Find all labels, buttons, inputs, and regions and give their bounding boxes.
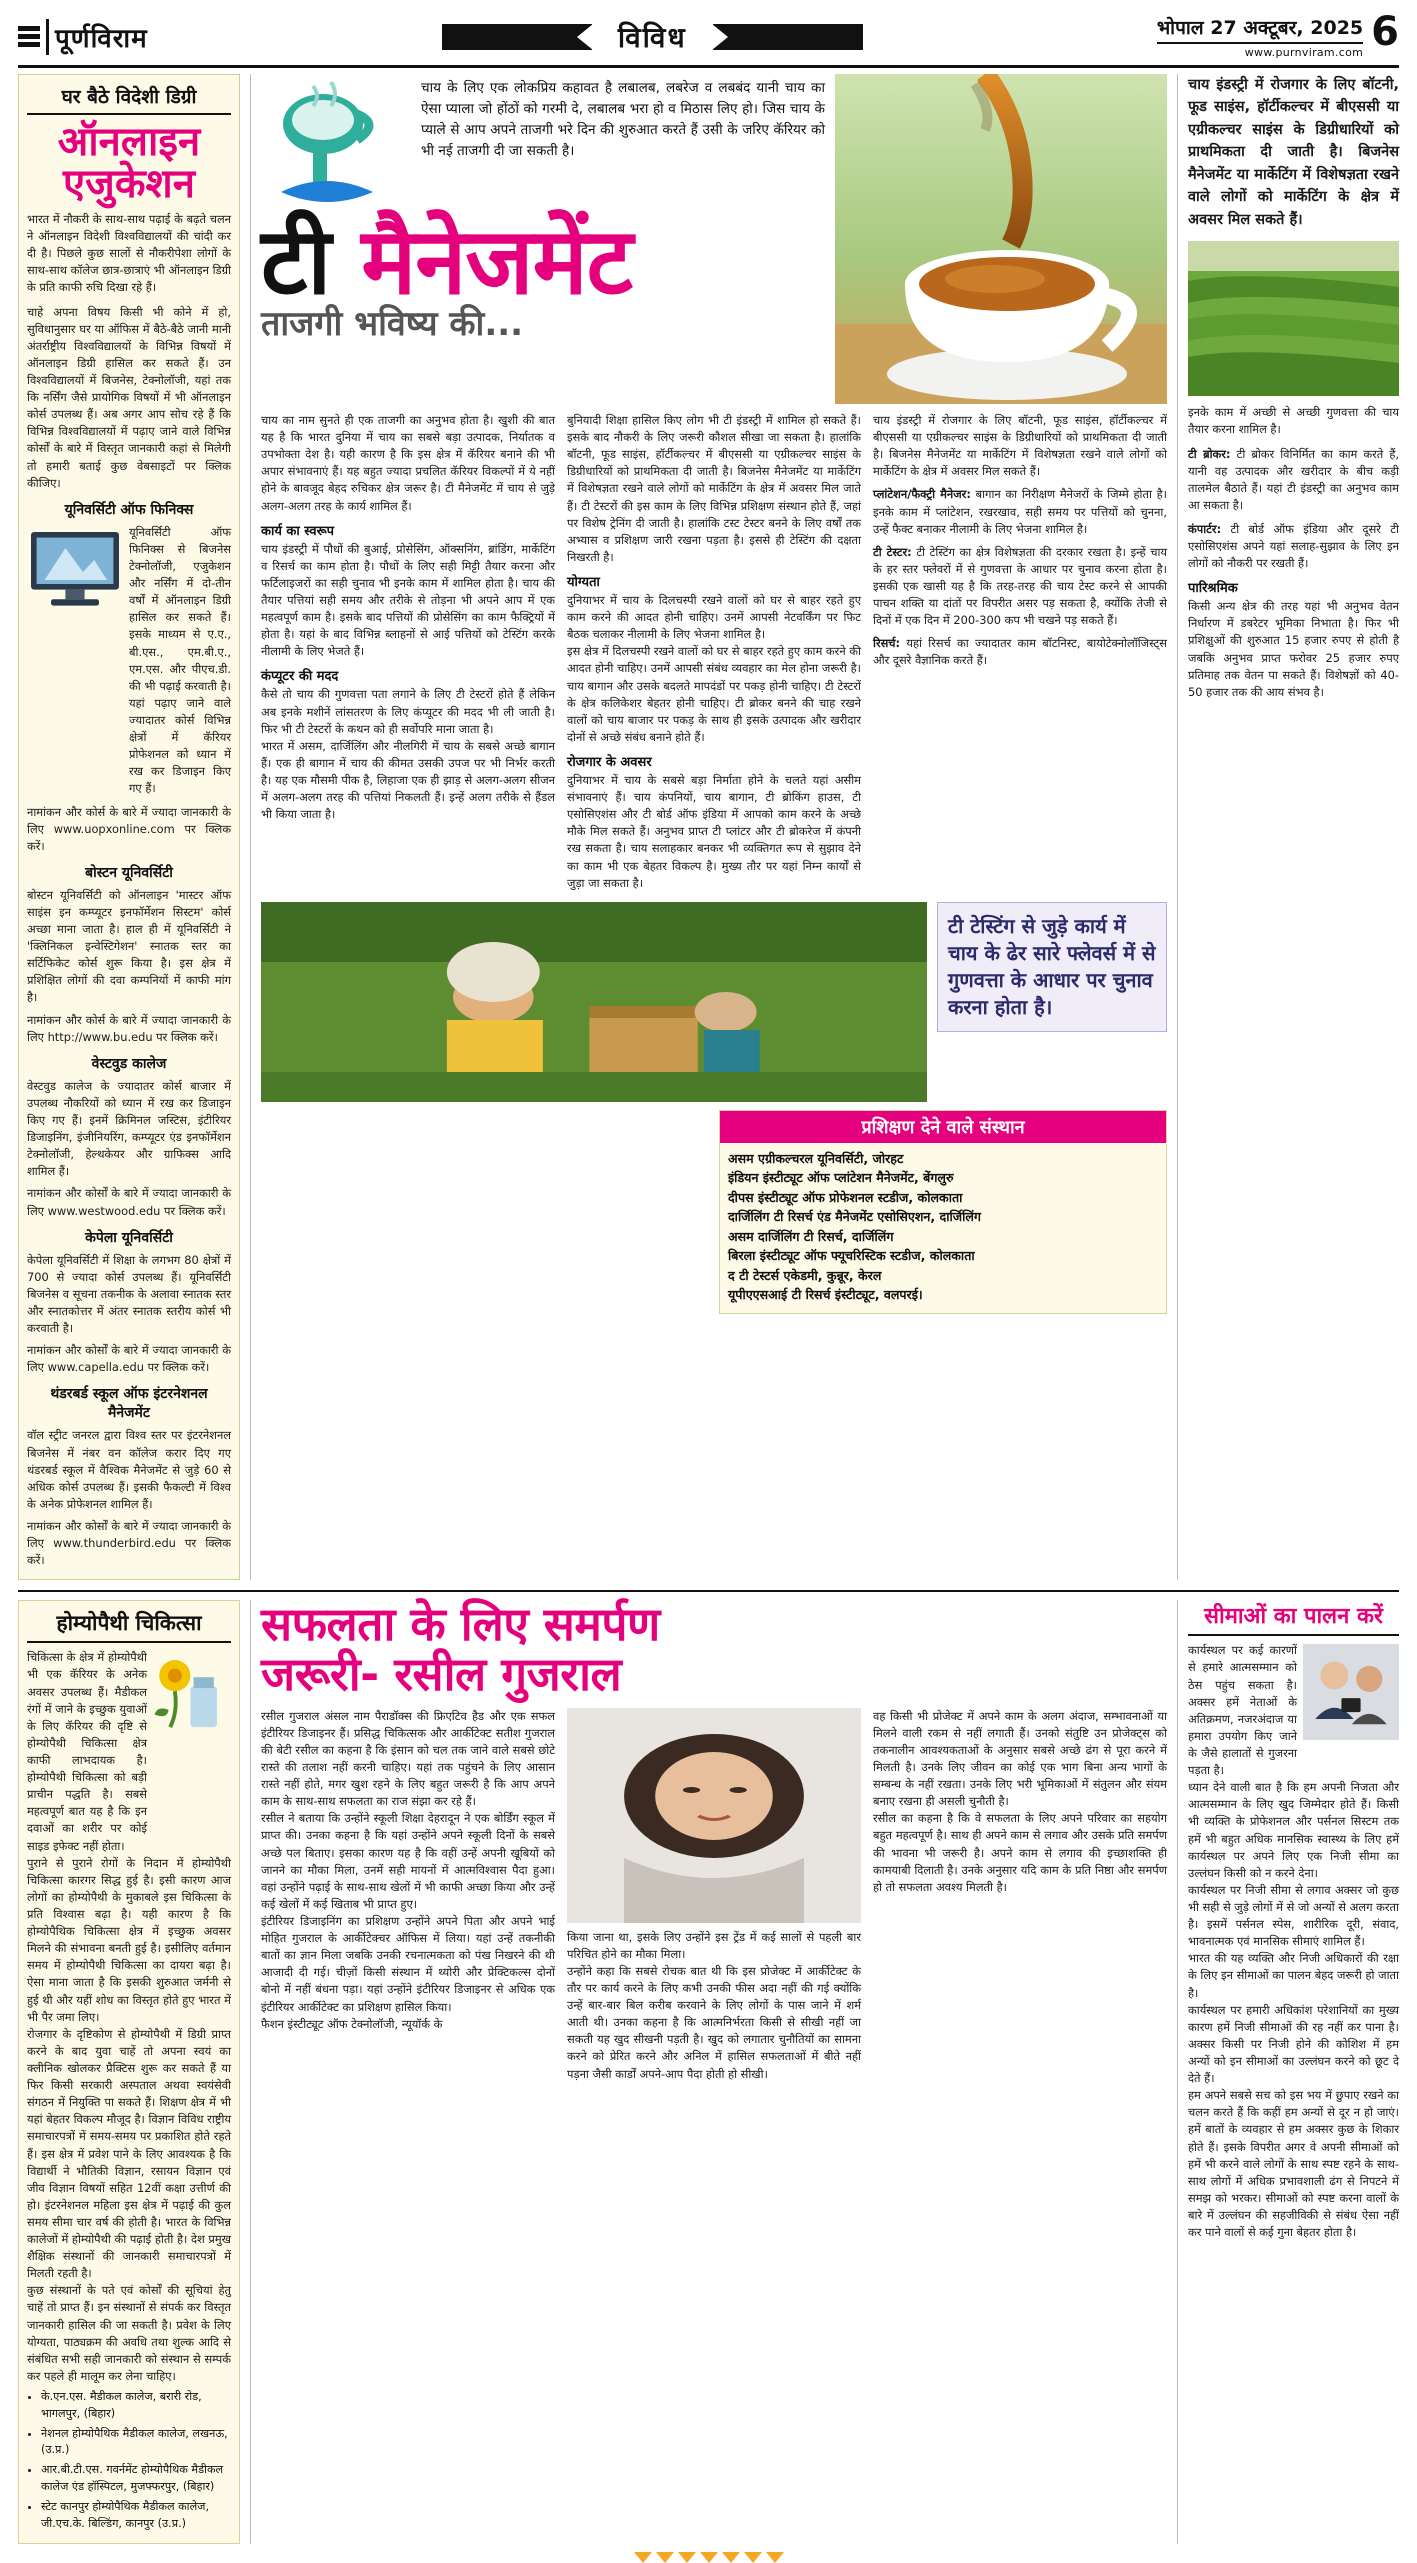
feature-col-1	[261, 1708, 555, 2083]
edition-date: भोपाल 27 अक्टूबर, 2025	[1156, 17, 1364, 39]
feature-headline-line1: सफलता के लिए समर्पण	[261, 1597, 660, 1652]
section-head-thunderbird: थंडरबर्ड स्कूल ऑफ इंटरनेशनल मैनेजमेंट	[50, 1386, 208, 1422]
list-item: • स्टेट कानपुर होम्योपैथिक मैडीकल कालेज, जी.एच.के. बिल्डिंग, कानपुर (उ.प्र.)	[41, 2499, 231, 2533]
computer-monitor-icon	[27, 524, 123, 620]
role-3-text: यहां रिसर्च का ज्यादातर काम बॉटनिस्ट, बायोटेक्नोलॉजिस्ट्स और दूसरे वैज्ञानिक करते हैं।	[873, 636, 1167, 668]
right-mid-note: इनके काम में अच्छी से अच्छी गुणवत्ता की चाय तैयार करना शामिल है।	[1188, 405, 1399, 437]
training-institutes-box	[719, 1110, 1167, 1314]
section-head-uopx: यूनिवर्सिटी ऑफ फिनिक्स	[64, 501, 194, 518]
role-2-head: टी टेस्टर:	[873, 544, 912, 559]
tea-bottom-row	[261, 1110, 1167, 1314]
ad-title-line1: ऑनलाइन	[57, 119, 201, 165]
brand-name: पूर्णविराम	[46, 19, 148, 55]
role-1-text: बागान का निरीक्षण मैनेजरों के जिम्मे होता है। इनके काम में प्लांटेशन, रखरखाव, सही समय पर पत्तियों को चुनना, उन्हें फैक्ट बनाकर नीलामी के लिए भेजना शामिल है।	[873, 487, 1167, 536]
parishramik-text: किसी अन्य क्षेत्र की तरह यहां भी अनुभव वेतन निर्धारण में डबरेटर भूमिका निभाता है। फिर भी प्रशिक्षुओं की शुरुआत 15 हजार रुपए से होती है जबकि अनुभव प्राप्त फरोवर 25 हजार रुपए प्रतिमाह तक वेतन पा सकते हैं। विशेषज्ञों को 40-50 हजार तक की आय संभव है।	[1188, 599, 1399, 699]
ad-para-2: चाहे अपना विषय किसी भी कोने में हो, सुविधानुसार घर या ऑफिस में बैठे-बैठे जानी मानी अंतर्राष्ट्रीय विश्वविद्यालयों के विभिन्न विषयों में ऑनलाइन डिग्री हासिल कर सकते हैं। उन विश्वविद्यालयों में बिजनेस, टेक्नोलॉजी, यहां तक कि नर्सिंग जैसे प्रायोगिक विषयों में भी ऑनलाइन कोर्स उपलब्ध हैं। अब अगर आप सोच रहे हैं कि विभिन्न विश्वविद्यालयों में पढ़ाए जाने वाले विभिन्न कोर्सों के बारे में विस्तृत जानकारी कहां से मिलेगी तो हमारी बताई कुछ वेबसाइटों पर क्लिक कीजिए।	[27, 304, 231, 490]
tea-subheadline: ताजगी भविष्य की...	[261, 304, 524, 345]
footer-ornament	[18, 2552, 1399, 2563]
tea-broker-text: टी ब्रोकर विनिर्मित का काम करते हैं, यानी वह उत्पादक और खरीदार के बीच कड़ी तालमेल बैठाते हैं। यहां टी इंडस्ट्री का अनुभव काम आ सकता है।	[1188, 446, 1400, 512]
homeo-p2: पुराने से पुराने रोगों के निदान में होम्योपैथी चिकित्सा कारगर सिद्ध हुई है। इसी कारण आज लोगों का होम्योपैथी के मुकाबले इस चिकित्सा के प्रति विश्वास बढ़ा है। यही कारण है कि होम्योपैथिक चिकित्सा क्षेत्र में इच्छुक अवसर मिलने की संभावना बनती हुई है। इसीलिए वर्तमान समय में होम्योपैथी चिकित्सा का दायरा बढ़ा है। ऐसा माना जाता है कि इसकी शुरुआत जर्मनी से हुई थी और यहीं शोध का विस्तृत होते हुए भारत में भी पैर जमा लिए।	[27, 1855, 231, 2024]
herbal-medicine-icon	[153, 1649, 231, 1735]
right-top-text: चाय इंडस्ट्री में रोजगार के लिए बॉटनी, फूड साइंस, हॉर्टीकल्चर में बीएससी या एग्रीकल्चर साइंस के डिग्रीधारियों को प्राथमिकता दी जाती है। बिजनेस मैनेजमेंट या मार्केटिंग में विशेषज्ञता रखने वाले लोगों को मार्केटिंग के क्षेत्र में अवसर मिल सकते हैं।	[1188, 77, 1399, 228]
feature-p1: रसील गुजराल अंसल नाम पैराडॉक्स की फ्रिएटिव हैड और एक सफल इंटीरियर डिजाइनर हैं। प्रसिद्ध चिकित्सक और आर्कीटेक्ट सतीश गुजराल की बेटी रसील का कहना है कि इंसान को चल तक जाने वाले सबसे छोटे रास्ते की तलाश नहीं करनी चाहिए। यहां तक पहुंचने के लिए आसान रास्ते नहीं होते, मगर खुश रहने के लिए बहुत जरूरी है कि आप अपने काम के साथ-साथ सफलता का राज संझा कर रहे हैं।	[261, 1708, 555, 1809]
list-item: असम दार्जिलिंग टी रिसर्च, दार्जिलिंग	[728, 1228, 894, 1244]
feature-column	[250, 1597, 1167, 2544]
pullquote: टी टेस्टिंग से जुड़े कार्य में चाय के ढेर सारे फ्लेवर्स में से गुणवत्ता के आधार पर चुनाव करना होता है।	[937, 902, 1167, 1032]
subhead-computer: कंप्यूटर की मदद	[261, 669, 339, 685]
bu-text: बोस्टन यूनिवर्सिटी को ऑनलाइन 'मास्टर ऑफ साइंस इन कम्प्यूटर इनफॉर्मेशन सिस्टम' कोर्स अच्छा माना जाता है। हाल ही में यूनिवर्सिटी ने 'क्लिनिकल इन्वेस्टिगेशन' स्नातक स्तर का सर्टिफिकेट कोर्स शुरू किया है। इस क्षेत्र में प्रशिक्षित लोगों की दवा कम्पनियों में काफी मांग है।	[27, 887, 231, 1005]
list-item: दार्जिलिंग टी रिसर्च एंड मैनेजमेंट एसोसिएशन, दार्जिलिंग	[728, 1209, 981, 1225]
brand-bars-icon	[18, 26, 40, 47]
tea-headline-part2: मैनेजमेंट	[361, 208, 632, 315]
feature-col-2	[567, 1708, 861, 2083]
feature-headline-line2: जरूरी- रसील गुजराल	[261, 1647, 622, 1701]
institute-list	[728, 1149, 1158, 1305]
tea-col-2	[567, 412, 861, 892]
boundaries-p5: कार्यस्थल पर हमारी अधिकांश परेशानियों का मुख्य कारण हमें निजी सीमाओं की रह नहीं कर पाना है। अक्सर किसी पर निजी होने की कोशिश में हम अन्यों को इन सीमाओं का उल्लंघन करने को छूट दे देते हैं।	[1188, 2002, 1399, 2086]
tea-p2: चाय इंडस्ट्री में पौधों की बुआई, प्रोसेसिंग, ऑक्सनिंग, ब्रांडिंग, मार्केटिंग व रिसर्च का काम होता है। पौधों के लिए सही मिट्टी तैयार करना और फर्टिलाइजरों का सही चुनाव भी इनके काम में शामिल होता है। चाय की तैयार पत्तियां सही समय और तरीके से तोड़ना भी अपने आप में एक महत्वपूर्ण काम है। इसके बाद पत्तियों की प्रोसेसिंग का काम फैक्ट्रियों में होता है। यहां के बाद विभिन्न ब्लाहनों से आई पत्तियों को टेस्टिंग करके नीलामी के लिए भेजते हैं।	[261, 541, 555, 659]
boundaries-p4: भारत की यह व्यक्ति और निजी अधिकारों की रक्षा के लिए इन सीमाओं का पालन बेहद जरूरी हो जाता है।	[1188, 1951, 1399, 2000]
bottom-grid	[18, 1597, 1399, 2544]
uopx-link-note[interactable]: नामांकन और कोर्स के बारे में ज्यादा जानकारी के लिए www.uopxonline.com पर क्लिक करें।	[27, 804, 231, 853]
tea-broker-block	[1188, 446, 1399, 514]
role-2	[873, 544, 1167, 630]
tea-headline	[261, 208, 825, 315]
brand	[18, 19, 148, 55]
rasil-portrait-photo	[567, 1708, 861, 1923]
section-head-capella: केपेला यूनिवर्सिटी	[85, 1229, 173, 1246]
thunderbird-text: वॉल स्ट्रीट जनरल द्वारा विश्व स्तर पर इंटरनेशनल बिजनेस में नंबर वन कॉलेज करार दिए गए थंडरबर्ड स्कूल में वैश्विक मैनेजमेंट से जुड़े 60 से अधिक कोर्स उपलब्ध हैं। इसकी फैकल्टी में विश्व के अनेक प्रोफेशनल शामिल हैं।	[27, 1428, 231, 1511]
tea-p1: चाय का नाम सुनते ही एक ताजगी का अनुभव होता है। खुशी की बात यह है कि भारत दुनिया में चाय का सबसे बड़ा उत्पादक, निर्यातक व उपभोक्ता देश है। यही कारण है कि इस क्षेत्र में कॅरियर बनाने की भी अपार संभावनाएं हैं। यह बहुत ज्यादा प्रचलित कॅरियर विकल्पों में ये नहीं होने के बावजूद बेहद रुचिकर क्षेत्र जरूर है। टी मैनेजमेंट में चाय से जुड़े अलग-अलग तरह के कार्य शामिल हैं।	[261, 413, 555, 513]
online-education-ad	[18, 74, 240, 1580]
masthead-right	[1156, 9, 1399, 59]
tea-broker-head: टी ब्रोकर:	[1188, 446, 1231, 461]
boundaries-p1: कार्यस्थल पर कई कारणों से हमारे आत्मसम्मान को ठेस पहुंच सकता है। अक्सर हमें नेताओं के अतिक्रमण, नजरअंदाज या हमारा उपयोग किए जाने के जैसे हालातों से गुजरना पड़ता है।	[1188, 1643, 1297, 1778]
tea-col-3	[873, 412, 1167, 892]
tea-article-body	[261, 412, 1167, 892]
feature-p2: रसील ने बताया कि उन्होंने स्कूली शिक्षा देहरादून ने एक बोर्डिंग स्कूल में प्राप्त की। उनका कहना है कि यहां उन्होंने अपने स्कूली दिनों के सबसे अच्छे पल बिताए। इसका कारण यह है कि वहीं उन्हें अपनी खूबियों को जानने का मौका मिला, उनमें सही मायनों में आत्मविश्वास पैदा हुआ। वहां उन्होंने पढ़ाई के साथ-साथ खेलों में भी काफी अच्छा किया और उन्हें कई खेलों में कई खिताब भी प्राप्त हुए।	[261, 1811, 555, 1911]
list-item: • के.एन.एस. मैडीकल कालेज, बरारी रोड, भागलपुर, (बिहार)	[41, 2389, 231, 2423]
feature-p4: फैशन इंस्टीट्यूट ऑफ टेक्नोलॉजी, न्यूयॉर्क के	[261, 2016, 443, 2031]
consultant-text: टी बोर्ड ऑफ इंडिया और दूसरे टी एसोसिएशंस अपने यहां सलाह-सुझाव के लिए इन लोगों को नौकरी पर रखती हैं।	[1188, 521, 1399, 571]
feature-p6: उन्होंने कहा कि सबसे रोचक बात थी कि इस प्रोजेक्ट में आर्कीटेक्ट के तौर पर कार्य करने के लिए कभी उनकी फीस अदा नहीं की गई क्योंकि उन्हें बार-बार बिल करीब करवाने के लिए लोगों के पास जाने में शर्म आती थी। उनका कहना है कि आत्मनिर्भरता किसी से सीखी नहीं जा सकती यह खुद सीखनी पड़ती है। खुद को लगातार चुनौतियों का सामना करने को प्रेरित करने और अनिल में हासिल सफलताओं में बीते नहीं पड़ना जैसी कार्डों अपने-आप पैदा होती हो सीखी।	[567, 1963, 861, 2081]
homeopathy-institute-list	[41, 2389, 231, 2532]
list-item: दीपस इंस्टीट्यूट ऑफ प्रोफेशनल स्टडीज, कोलकाता	[728, 1189, 963, 1205]
tea-p6: दुनियाभर में चाय के दिलचस्पी रखने वालों को घर से बाहर रहते हुए काम करने की आदत होनी चाहिए। उनमें आपसी नेटवर्किंग पर फिट बैठक चलाकर नीलामी के लिए भेजना शामिल है।	[567, 592, 861, 642]
tea-sidebar	[937, 902, 1167, 1102]
homeo-p3: रोजगार के दृष्टिकोण से होम्योपैथी में डिग्री प्राप्त करने के बाद युवा चाहें तो अपना स्वयं का क्लीनिक खोलकर प्रैक्टिस शुरू कर सकते हैं या फिर किसी सरकारी अस्पताल अथवा स्वयंसेवी संगठन में नियुक्ति पा सकते हैं। शिक्षण क्षेत्र में भी यहां बेहतर विकल्प मौजूद है। विज्ञान विविध राष्ट्रीय समाचारपत्रों में समय-समय पर प्रकाशित होते रहते हैं। इस क्षेत्र में प्रवेश पाने के लिए आवश्यक है कि विद्यार्थी ने भौतिकी विज्ञान, रसायन विज्ञान एवं जीव विज्ञान विषयों सहित 12वीं कक्षा उत्तीर्ण की हो। इंटरनेशनल महिला इस क्षेत्र में पढ़ाई की कुल समय सीमा चार वर्ष की होती है। भारत के विभिन्न कालेजों में होम्योपैथी की पढ़ाई होती है। देश प्रमुख शैक्षिक संस्थानों की जानकारी समाचारपत्रों में मिलती रहती है।	[27, 2026, 231, 2281]
tea-headline-part1: टी	[261, 208, 331, 315]
feature-body	[261, 1708, 1167, 2083]
section-head-bu: बोस्टन यूनिवर्सिटी	[85, 864, 173, 881]
list-item: यूपीएएसआई टी रिसर्च इंस्टीट्यूट, वलपरई।	[728, 1287, 923, 1303]
section-banner	[442, 18, 863, 56]
ad-title-line2: एजुकेशन	[63, 161, 195, 207]
homeopathy-box	[18, 1600, 240, 2544]
feature-p5: किया जाना था, इसके लिए उन्होंने इस ट्रेंड में कई सालों से पहली बार परिचित होने का मौका मिला।	[567, 1929, 861, 1961]
list-item: • नेशनल होम्योपैथिक मैडीकल कालेज, लखनऊ, (उ.प्र.)	[41, 2426, 231, 2460]
right-top-note: चाय इंडस्ट्री में रोजगार के लिए बॉटनी, फूड साइंस, हॉर्टीकल्चर में बीएससी या एग्रीकल्चर साइंस के डिग्रीधारियों को प्राथमिकता दी जाती है। बिजनेस मैनेजमेंट या मार्केटिंग में विशेषज्ञता रखने वाले लोगों को मार्केटिंग के क्षेत्र में अवसर मिल सकते हैं।	[873, 413, 1167, 479]
list-item: इंडियन इंस्टीट्यूट ऑफ प्लांटेशन मैनेजमेंट, बेंगलुरु	[728, 1170, 954, 1186]
thunderbird-link-note[interactable]: नामांकन और कोर्सों के बारे में ज्यादा जानकारी के लिए www.thunderbird.edu पर क्लिक करें।	[27, 1519, 231, 1568]
tea-pluckers-photo	[261, 902, 927, 1102]
boundaries-column	[1177, 1600, 1399, 2544]
uopx-text: यूनिवर्सिटी ऑफ फिनिक्स से बिजनेस टेक्नोलॉजी, एजुकेशन और नर्सिंग में दो-तीन वर्षों में ऑनलाइन डिग्री हासिल कर सकते हैं। इसके माध्यम से ए.ए., बी.एस., एम.बी.ए., एम.एस. और पीएच.डी. की भी पढ़ाई करवाती है। यहां पढ़ाए जाने वाले ज्यादातर कोर्स विभिन्न क्षेत्रों में कॅरियर प्रोफेशनल को ध्यान में रख कर डिजाइन किए गए हैं।	[129, 524, 231, 796]
tea-intro-text: चाय के लिए एक लोकप्रिय कहावत है लबालब, लबरेज व लबबंद यानी चाय का ऐसा प्याला जो होंठों को गरमी दे, लबालब भरा हो व मिठास लिए हो। जिस चाय के प्याले से आप अपने ताजगी भरे दिन की शुरुआत करते हैं उसी के जरिए कॅरियर को भी नई ताजगी दी जा सकती है।	[421, 80, 825, 160]
left-column	[18, 74, 240, 1580]
boundaries-p6: हम अपने सबसे सच को इस भय में छुपाए रखने का चलन करते हैं कि कहीं हम अन्यों से दूर न हो जाएं। हमें बातों के व्यवहार से हम अक्सर कुछ के शिकार होते हैं। इसके विपरीत अगर वे अपनी सीमाओं को हमें भी करने वाले लोगों के साथ स्पष्ट रहने के साथ-साथ लोगों में अधिक प्रभावशाली ढंग से निपटने में समझ को भरकर। सीमाओं को स्पष्ट करना वालों के बारे में उल्लंघन की सहजीविकी से संबंध ऐसा नहीं कर पाने वालों से कई गुना बेहतर होता है।	[1188, 2088, 1399, 2240]
subhead-parishramik: पारिश्रमिक	[1188, 581, 1238, 597]
tea-col-1	[261, 412, 555, 892]
training-institutes-title: प्रशिक्षण देने वाले संस्थान	[720, 1111, 1166, 1143]
ad-para-1: भारत में नौकरी के साथ-साथ पढ़ाई के बढ़ते चलन ने ऑनलाइन विदेशी विश्वविद्यालयों की चांदी कर दी है। पिछले कुछ सालों से नौकरीपेशा लोगों के साथ-साथ कॉलेज छात्र-छात्राएं भी ऑनलाइन डिग्री के प्रति काफी रुचि दिखा रहे हैं।	[27, 212, 231, 295]
tea-p7: इस क्षेत्र में दिलचस्पी रखने वालों को घर से बाहर रहते हुए काम करने की आदत होनी चाहिए। उनमें आपसी संबंध व्यवहार का मेल होना जरूरी है। चाय बागान और उसके बदलते मापदंडों पर पकड़ होनी चाहिए। टी टेस्टरों के क्षेत्र कलिकेशर बेहतर होनी चाहिए। टी ब्रोकर बनने की चाह रखने वालों को चाय बाजार पर पकड़ के साथ ही इसके उत्पादक और खरीदार दोनों से अच्छे संबंध बनाने होते हैं।	[567, 644, 861, 744]
page-number: 6	[1371, 9, 1399, 55]
tea-left-filler	[261, 1110, 709, 1314]
tea-intro-block	[261, 74, 825, 224]
section-head-westwood: वेस्टवुड कालेज	[91, 1055, 167, 1072]
role-1-head: प्लांटेशन/फैक्ट्री मैनेजर:	[873, 487, 971, 502]
boundaries-title: सीमाओं का पालन करें	[1188, 1600, 1399, 1636]
consultant-head: कंपार्टर:	[1188, 521, 1222, 536]
ad-kicker: घर बैठे विदेशी डिग्री	[27, 83, 231, 115]
capella-text: केपेला यूनिवर्सिटी में शिक्षा के लगभग 80 क्षेत्रों में 700 से ज्यादा कोर्स उपलब्ध हैं। यूनिवर्सिटी बिजनेस व सूचना तकनीक के अलावा स्नातक स्तर और स्नातकोत्तर में अंतर स्नातक स्तरीय कोर्स भी करवाती है।	[27, 1252, 231, 1336]
role-3	[873, 635, 1167, 669]
bu-link-note[interactable]: नामांकन और कोर्स के बारे में ज्यादा जानकारी के लिए http://www.bu.edu पर क्लिक करें।	[27, 1012, 231, 1044]
westwood-link-note[interactable]: नामांकन और कोर्सों के बारे में ज्यादा जानकारी के लिए www.westwood.edu पर क्लिक करें।	[27, 1186, 231, 1218]
list-item: • आर.बी.टी.एस. गवर्नमेंट होम्योपैथिक मैडीकल कालेज एंड हॉस्पिटल, मुजफ्फरपुर, (बिहार)	[41, 2462, 231, 2496]
boundaries-p2: ध्यान देने वाली बात है कि हम अपनी निजता और आत्मसम्मान के लिए खुद जिम्मेदार होते हैं। किसी भी व्यक्ति के प्रोफेशनल और पर्सनल सिस्टम तक हमें भी बहुत अधिक मानसिक स्वास्थ्य के लिए हमें कार्यस्थल पर अपने लिए एक निजी सीमा का उल्लंघन किसी को न करने देना।	[1188, 1780, 1399, 1880]
main-grid	[18, 74, 1399, 1580]
ad-body	[27, 211, 231, 492]
homeo-p4: कुछ संस्थानों के पते एवं कोर्सों की सूचियां हेतु चाहें तो प्राप्त हैं। इन संस्थानों से संपर्क कर विस्तृत जानकारी हासिल की जा सकती है। प्रवेश के लिए योग्यता, पाठ्यक्रम की अवधि तथा शुल्क आदि से संबंधित सभी सही जानकारी को संस्थान से सम्पर्क कर पहले ही मालूम कर लेना चाहिए।	[27, 2283, 231, 2383]
tea-p8: दुनियाभर में चाय के सबसे बड़ा निर्माता होने के चलते यहां असीम संभावनाएं हैं। चाय कंपनियों, चाय बागान, टी ब्रोकिंग हाउस, टी एसोसिएशंस और टी बोर्ड ऑफ इंडिया में आपको काम करने के अच्छे मौके मिल सकते हैं। अनुभव प्राप्त टी प्लांटर और टी ब्रोकरेज में कंपनी रख सकता है। चाय सलाहकार बनकर भी व्यक्तिगत रूप से सुझाव देने का काम भी एक बेहतर विकल्प है। मुख्य तौर पर यहां निम्न कार्यों से जुड़ा जा सकता है।	[567, 772, 861, 890]
role-1	[873, 486, 1167, 537]
feature-p7: वह किसी भी प्रोजेक्ट में अपने काम के अलग अंदाज, सम्भावनाओं या मिलने वाली रकम से नहीं लगाती हैं। उनको संतुष्टि उन प्रोजेक्ट्स को तकनालीन आवश्यकताओं के अनुसार सबसे अच्छे ढंग से पूरा करने में मिलती है। उनके लिए जीवन का कोई एक भाग बिना अन्य भागों के सम्बन्ध के नहीं रखता। उनके लिए भरी भूमिकाओं में संतुलन और संयम बनाए रखना ही असली चुनौती है।	[873, 1708, 1167, 1809]
westwood-text: वेस्टवुड कालेज के ज्यादातर कोर्स बाजार में उपलब्ध नौकरियों को ध्यान में रख कर डिजाइन किए गए हैं। इनमें क्रिमिनल जस्टिस, इंटीरियर डिजाइनिंग, इंजीनियरिंग, कम्प्यूटर एंड इनफॉर्मेशन टेक्नोलॉजी, हेल्थकेयर और ग्राफिक्स आदि शामिल हैं।	[27, 1078, 231, 1179]
consultant-block	[1188, 521, 1399, 572]
center-column	[250, 74, 1167, 1580]
role-3-head: रिसर्च:	[873, 636, 901, 651]
subhead-rozgar: रोजगार के अवसर	[567, 754, 652, 770]
tea-lower-row	[261, 902, 1167, 1102]
website-url[interactable]: www.purnviram.com	[1157, 42, 1363, 59]
homeo-p1: चिकित्सा के क्षेत्र में होम्योपैथी भी एक कॅरियर के अनेक अवसर उपलब्ध हैं। मैडीकल रंगों में जाने के इच्छुक युवाओं के लिए कॅरियर की दृष्टि से होम्योपैथी चिकित्सा क्षेत्र काफी लाभदायक है। होम्योपैथी चिकित्सा को बड़ी प्राचीन पद्धति है। सबसे महत्वपूर्ण बात यह है कि इन दवाओं का शरीर पर कोई साइड इफेक्ट नहीं होता।	[27, 1650, 147, 1853]
tea-plantation-photo	[1188, 241, 1399, 396]
tea-hero	[261, 74, 1167, 404]
list-item: बिरला इंस्टीट्यूट ऑफ फ्यूचरिस्टिक स्टडीज, कोलकाता	[728, 1248, 975, 1264]
homeopathy-title: होम्योपैथी चिकित्सा	[27, 1609, 231, 1643]
feature-p3: इंटीरियर डिजाइनिंग का प्रशिक्षण उन्होंने अपने पिता और अपने भाई मोहित गुजराल के आर्कीटेक्चर ऑफिस में लिया। यहां उन्हें तकनीकी बातों का ज्ञान मिला जबकि उनकी रचनात्मकता को पंख निखरने की थी आजादी दी गई। चीज़ों किसी संस्थान में थ्योरी और प्रेक्टिकल्स दोनों बोनो में नहीं बंधना पड़ा। यहां उन्होंने इंटीरियर डिजाइनर से अधिक एक इंटीरियर आर्कीटेक्ट का प्रशिक्षण हासिल किया।	[261, 1913, 555, 2014]
list-item: द टी टेस्टर्स एकेडमी, कुन्नूर, केरल	[728, 1267, 882, 1283]
homeopathy-column	[18, 1600, 240, 2544]
role-2-text: टी टेस्टिंग का क्षेत्र विशेषज्ञता की दरकार रखता है। इन्हें चाय के हर स्तर फ्लेवरों में से गुणवत्ता के आधार पर चुनाव करना होता है। इसकी एक खासी यह है कि तरह-तरह की चाय टेस्ट करने से आपकी पाचन शक्ति या दांतों पर विपरीत असर पड़ सकता है, क्योंकि तेजी से दिनों में एक दिन में 200-300 कप भी चखने पड़ सकते हैं।	[873, 544, 1167, 628]
tea-pour-photo	[835, 74, 1167, 404]
bottom-section	[18, 1590, 1399, 2544]
capella-link-note[interactable]: नामांकन और कोर्सों के बारे में ज्यादा जानकारी के लिए www.capella.edu पर क्लिक करें।	[27, 1343, 231, 1375]
boundaries-p3: कार्यस्थल पर निजी सीमा से लगाव अक्सर जो कुछ भी सही से जुड़े लोगों में से जो अन्यों से अलग करता है। इसमें पर्सनल स्पेस, शारीरिक दूरी, संवाद, भावनात्मक एवं मानसिक सीमाएं शामिल हैं।	[1188, 1882, 1399, 1949]
masthead	[18, 9, 1399, 68]
teacup-illustration	[261, 74, 411, 224]
tea-p4: भारत में असम, दार्जिलिंग और नीलगिरी में चाय के सबसे अच्छे बागान हैं। एक ही बागान में चाय की कीमत उसकी उपज पर भी निर्भर करती है। यह एक मौसमी पीक है, लिहाजा एक ही झाड़ से अलग-अलग सीजन में अलग-अलग तरह की पत्तियां निकलती हैं। इन्हें अलग तरीके से हैंडल भी किया जाता है।	[261, 738, 555, 822]
feature-col-3	[873, 1708, 1167, 2083]
subhead-yogyata: योग्यता	[567, 574, 600, 590]
subhead-karya-swaroop: कार्य का स्वरूप	[261, 523, 335, 539]
feature-p8: रसील का कहना है कि वे सफलता के लिए अपने परिवार का सहयोग बहुत महत्वपूर्ण है। साथ ही अपने काम से लगाव और उसके प्रति समर्पण की भावना भी जरूरी है। अपने काम से लगाव की इच्छाशक्ति ही कामयाबी दिलाती है। उनके अनुसार यदि काम के प्रति निष्ठा और समर्पण हो तो सफलता अवश्य मिलती है।	[873, 1811, 1167, 1894]
tea-p5: बुनियादी शिक्षा हासिल किए लोग भी टी इंडस्ट्री में शामिल हो सकते हैं। इसके बाद नौकरी के लिए जरूरी कौशल सीखा जा सकता है। हालांकि बॉटनी, फूड साइंस, हॉर्टीकल्चर में बीएससी या एग्रीकल्चर साइंस के डिग्रीधारियों को प्राथमिकता दी जाती है। बिजनेस मैनेजमेंट या मार्केटिंग में विशेषज्ञता रखने वाले लोगों को मार्केटिंग के क्षेत्र में अवसर मिल जाते हैं। टी टेस्टरों की इस काम के लिए विभिन्न प्रशिक्षण संस्थान होते हैं, जहां पर विशेष ट्रेनिंग दी जाती है। हालांकि टस्ट टेस्टर बनने के लिए वर्षों तक अभ्यास व प्रशिक्षण जारी रखना पड़ता है। इससे ही टेस्टिंग की दक्षता निखरती है।	[567, 413, 861, 564]
right-column	[1177, 74, 1399, 1580]
section-title: विविध	[617, 20, 687, 54]
office-colleagues-photo	[1303, 1642, 1399, 1742]
list-item: असम एग्रीकल्चरल यूनिवर्सिटी, जोरहट	[728, 1150, 904, 1166]
tea-p3: कैसे तो चाय की गुणवत्ता पता लगाने के लिए टी टेस्टरों होते हैं लेकिन अब इनके मशीनें लांसतरण के लिए कंप्यूटर की मदद भी ली जाती है। फिर भी टी टेस्टरों के कथन को ही सर्वोपरि माना जाता है।	[261, 687, 555, 736]
